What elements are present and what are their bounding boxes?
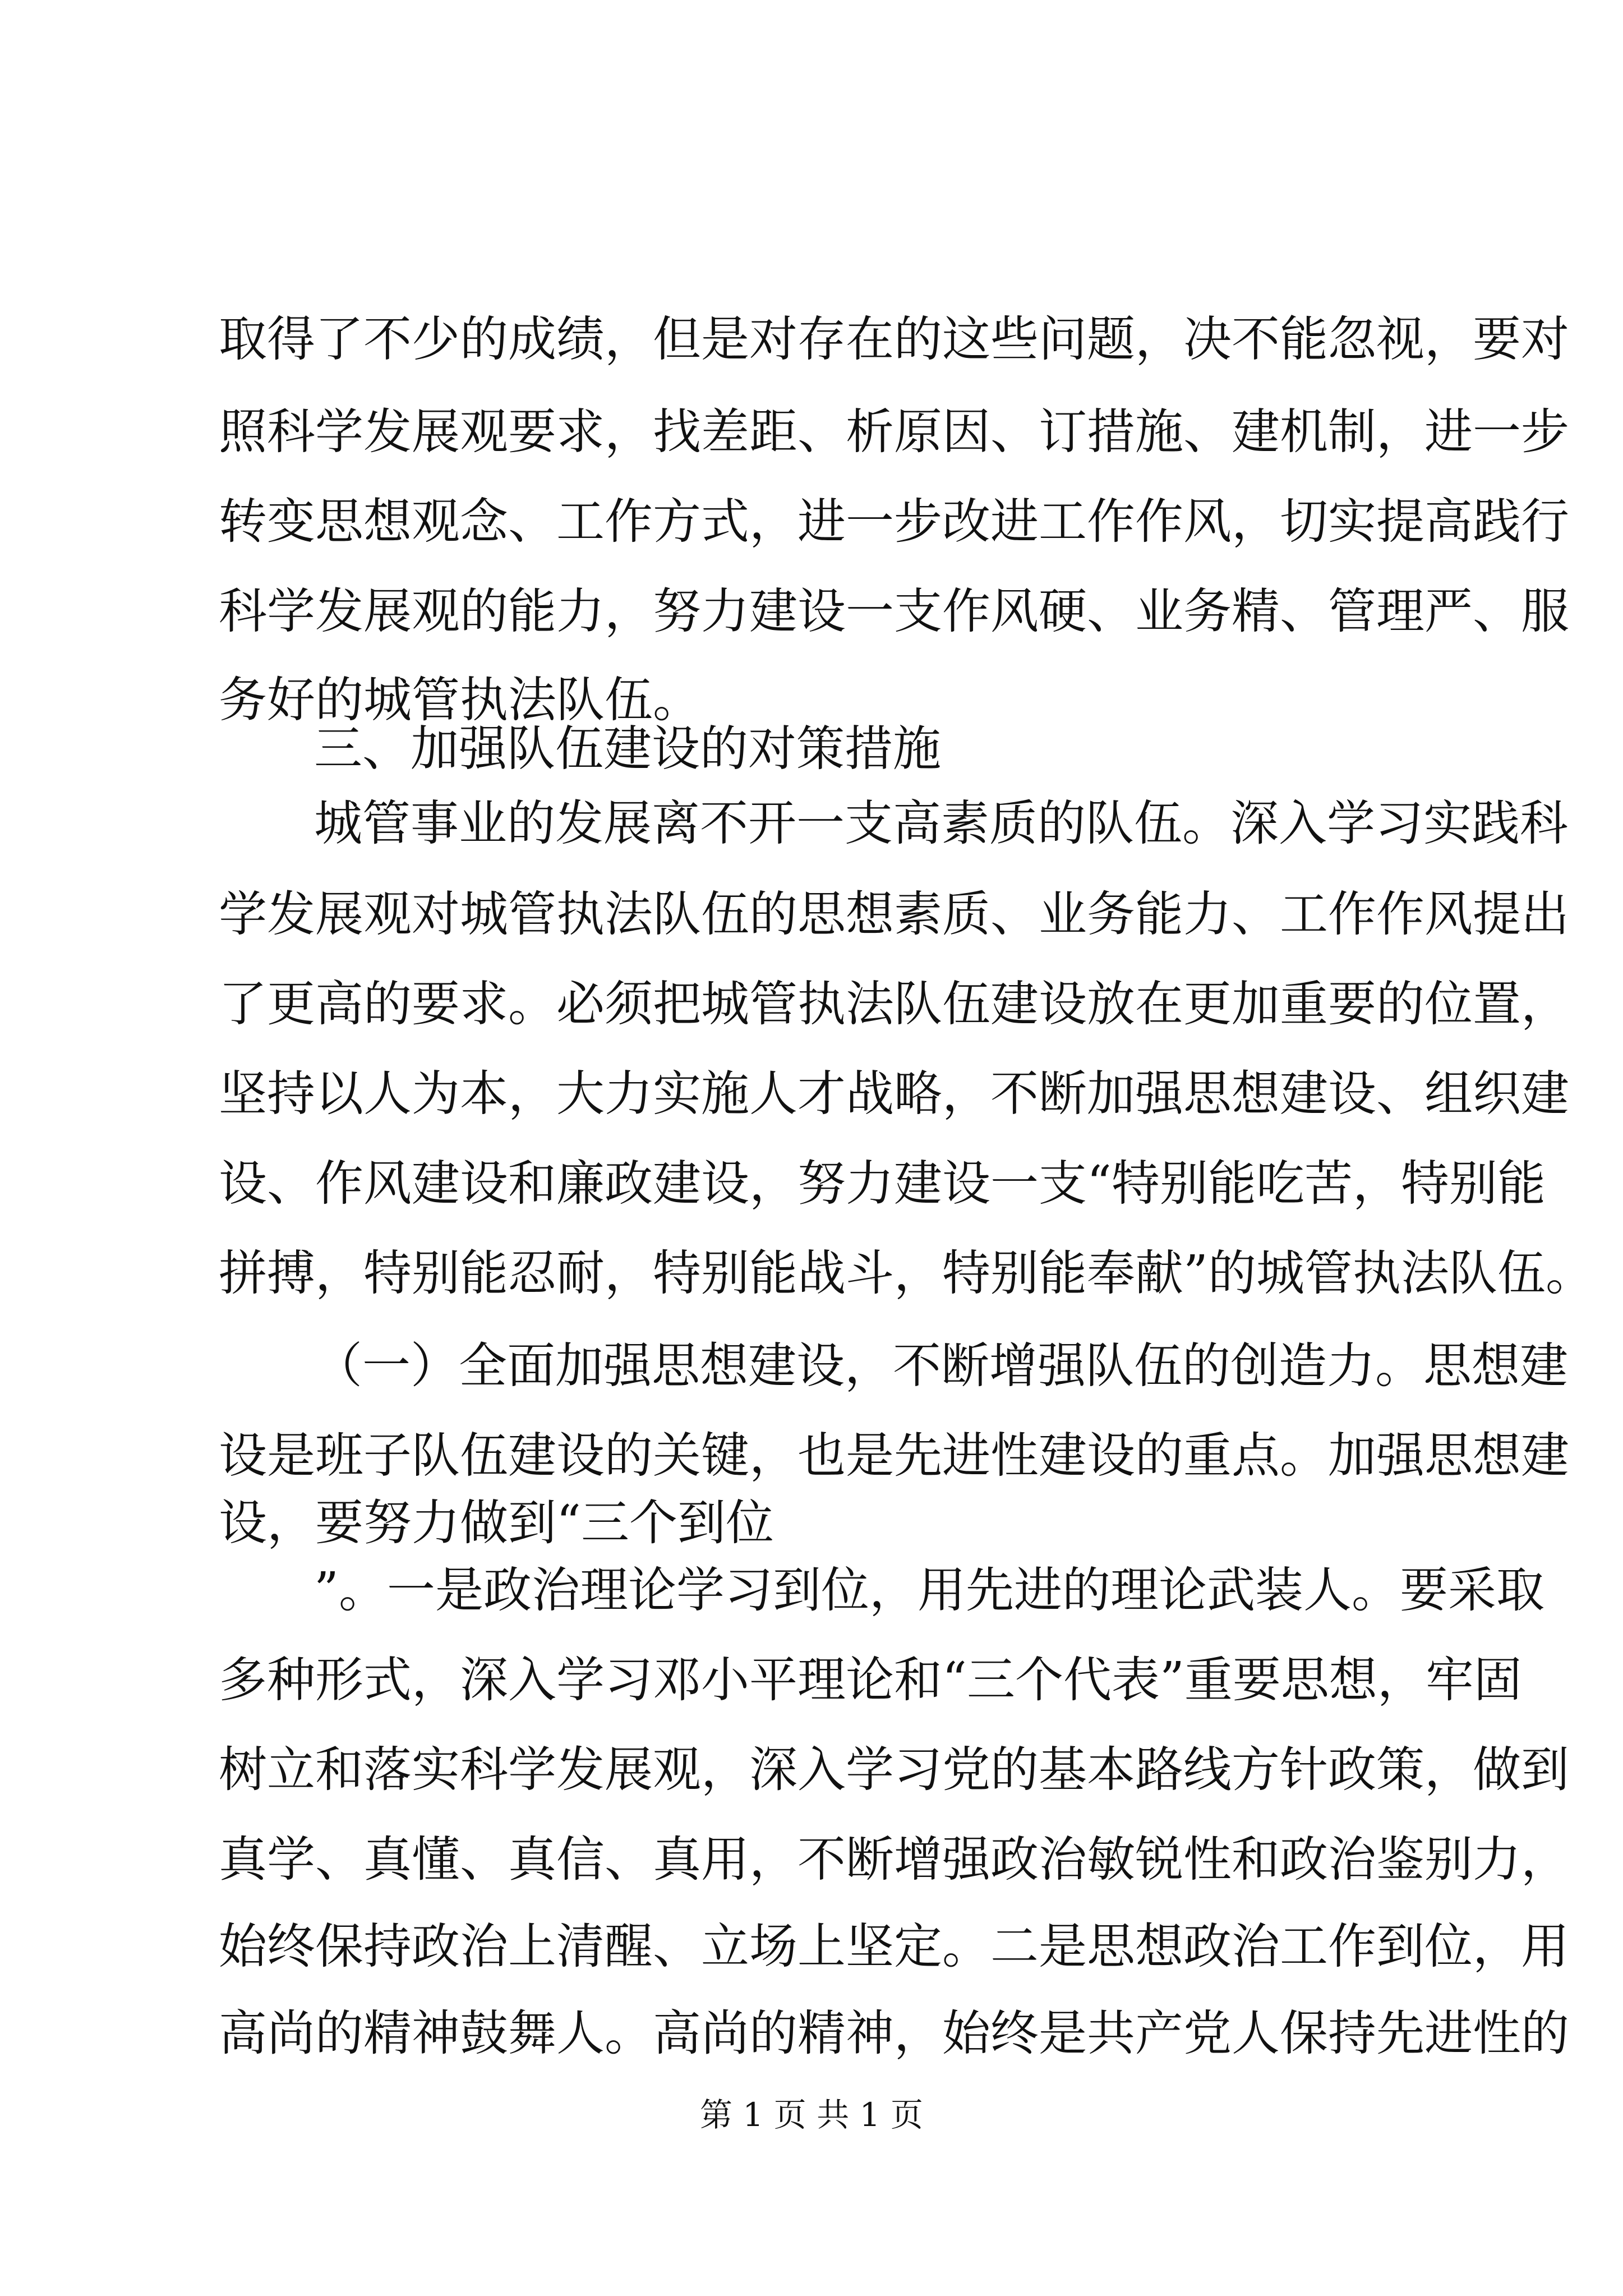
text-line-11: 设、作风建设和廉政建设，努力建设一支“特别能吃苦，特别能 xyxy=(219,1156,1546,1212)
page-footer: 第 1 页 共 1 页 xyxy=(700,2096,923,2134)
text-line-1: 取得了不少的成绩，但是对存在的这些问题，决不能忽视，要对 xyxy=(219,311,1569,367)
text-line-10: 坚持以人为本，大力实施人才战略，不断加强思想建设、组织建 xyxy=(219,1066,1569,1122)
text-line-3: 转变思想观念、工作方式，进一步改进工作作风，切实提高践行 xyxy=(219,494,1569,550)
text-line-15: 设，要努力做到“三个到位 xyxy=(219,1495,774,1551)
text-line-17: 多种形式，深入学习邓小平理论和“三个代表”重要思想，牢固 xyxy=(219,1652,1522,1708)
text-line-18: 树立和落实科学发展观，深入学习党的基本路线方针政策，做到 xyxy=(219,1742,1569,1798)
text-line-21: 高尚的精神鼓舞人。高尚的精神，始终是共产党人保持先进性的 xyxy=(219,2005,1569,2062)
text-line-20: 始终保持政治上清醒、立场上坚定。二是思想政治工作到位，用 xyxy=(219,1918,1569,1975)
text-line-5: 务好的城管执法队伍。 xyxy=(219,672,701,728)
text-line-16: ”。一是政治理论学习到位，用先进的理论武装人。要采取 xyxy=(314,1562,1544,1618)
text-line-4: 科学发展观的能力，努力建设一支作风硬、业务精、管理严、服 xyxy=(219,583,1569,639)
text-line-7: 城管事业的发展离不开一支高素质的队伍。深入学习实践科 xyxy=(314,795,1568,852)
subsection-line-1: （一）全面加强思想建设，不断增强队伍的创造力。思想建 xyxy=(314,1338,1568,1394)
text-line-2: 照科学发展观要求，找差距、析原因、订措施、建机制，进一步 xyxy=(219,404,1569,460)
text-line-12: 拼搏，特别能忍耐，特别能战斗，特别能奉献”的城管执法队伍。 xyxy=(219,1245,1594,1301)
text-line-9: 了更高的要求。必须把城管执法队伍建设放在更加重要的位置， xyxy=(219,976,1569,1032)
text-line-8: 学发展观对城管执法队伍的思想素质、业务能力、工作作风提出 xyxy=(219,886,1569,942)
section-heading: 三、加强队伍建设的对策措施 xyxy=(314,721,941,777)
text-line-14: 设是班子队伍建设的关键，也是先进性建设的重点。加强思想建 xyxy=(219,1428,1569,1484)
text-line-19: 真学、真懂、真信、真用，不断增强政治敏锐性和政治鉴别力， xyxy=(219,1832,1569,1888)
